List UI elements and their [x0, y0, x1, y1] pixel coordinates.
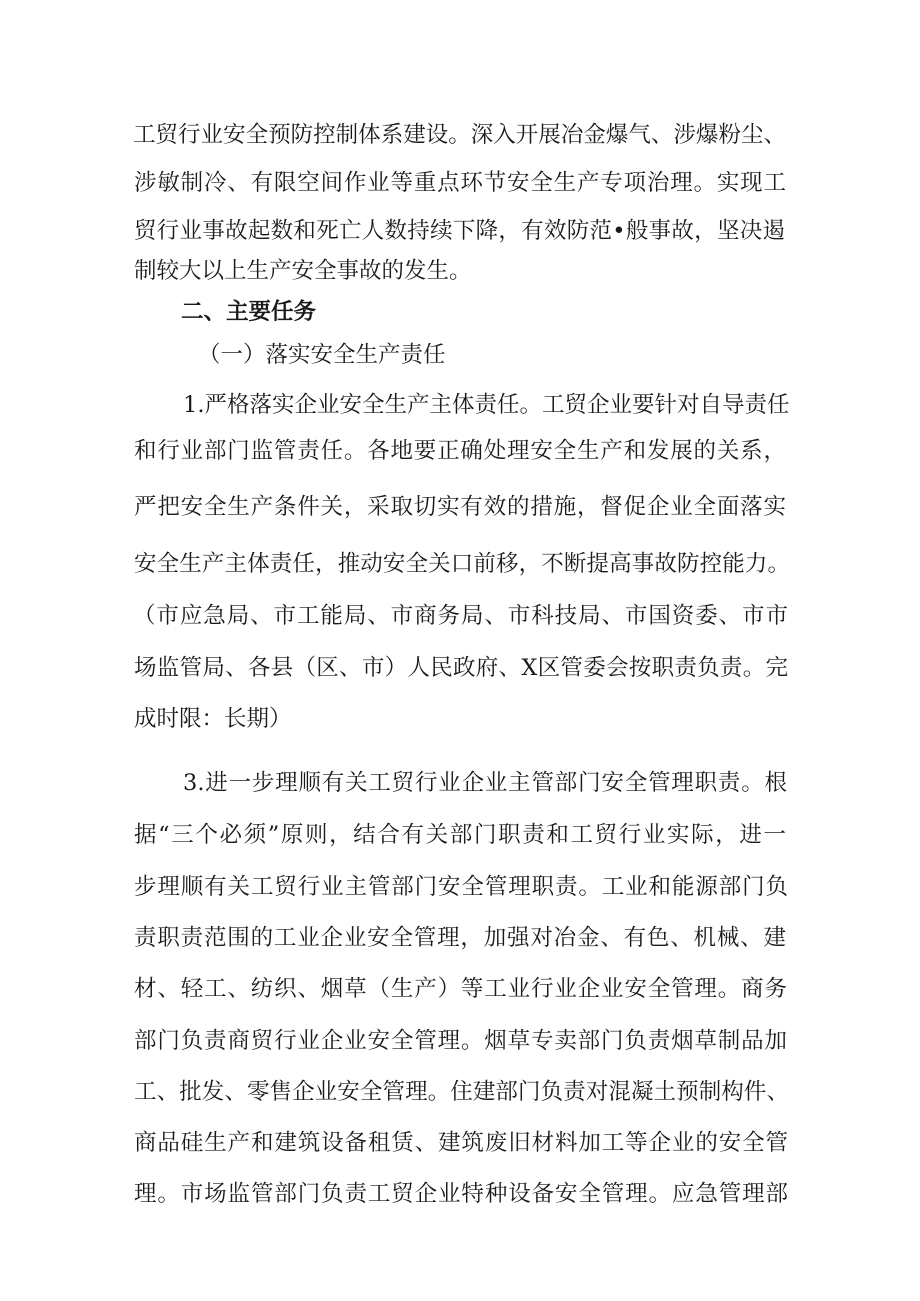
paragraph-line: 贸行业事故起数和死亡人数持续下降，有效防范•般事故，坚决遏: [134, 218, 785, 244]
paragraph-line: 安全生产主体责任，推动安全关口前移，不断提高事故防控能力。: [134, 551, 790, 577]
paragraph-line: 工、批发、零售企业安全管理。住建部门负责对混凝土预制构件、: [134, 1079, 789, 1105]
section-heading: 二、主要任务: [181, 299, 317, 325]
paragraph-line: （市应急局、市工能局、市商务局、市科技局、市国资委、市市: [133, 603, 788, 629]
paragraph-line: 部门负责商贸行业企业安全管理。烟草专卖部门负责烟草制品加: [134, 1028, 787, 1054]
paragraph-line: 责职责范围的工业企业安全管理，加强对冶金、有色、机械、建: [134, 925, 786, 951]
paragraph-line: 和行业部门监管责任。各地要正确处理安全生产和发展的关系，: [134, 438, 786, 464]
subsection-heading: （一）落实安全生产责任: [198, 342, 446, 368]
paragraph-line: 材、轻工、纺织、烟草（生产）等工业行业企业安全管理。商务: [134, 976, 787, 1002]
paragraph-line: 1.严格落实企业安全生产主体责任。工贸企业要针对自导责任: [183, 392, 790, 418]
paragraph-line: 成时限：长期）: [134, 706, 292, 732]
paragraph-line: 步理顺有关工贸行业主管部门安全管理职责。工业和能源部门负: [134, 874, 788, 900]
paragraph-line: 严把安全生产条件关，采取切实有效的措施，督促企业全面落实: [134, 494, 786, 520]
paragraph-line: 涉敏制冷、有限空间作业等重点环节安全生产专项治理。实现工: [134, 170, 786, 196]
paragraph-line: 据“三个必须”原则，结合有关部门职责和工贸行业实际，进一: [134, 822, 786, 848]
paragraph-line: 商品硅生产和建筑设备租赁、建筑废旧材料加工等企业的安全管: [134, 1130, 788, 1156]
paragraph-line: 场监管局、各县（区、市）人民政府、X区管委会按职责负责。完: [134, 655, 788, 681]
paragraph-line: 工贸行业安全预防控制体系建设。深入开展冶金爆气、涉爆粉尘、: [133, 122, 786, 148]
paragraph-line: 3.进一步理顺有关工贸行业企业主管部门安全管理职责。根: [183, 770, 787, 796]
paragraph-line: 制较大以上生产安全事故的发生。: [134, 258, 472, 284]
paragraph-line: 理。市场监管部门负责工贸企业特种设备安全管理。应急管理部: [134, 1181, 788, 1207]
